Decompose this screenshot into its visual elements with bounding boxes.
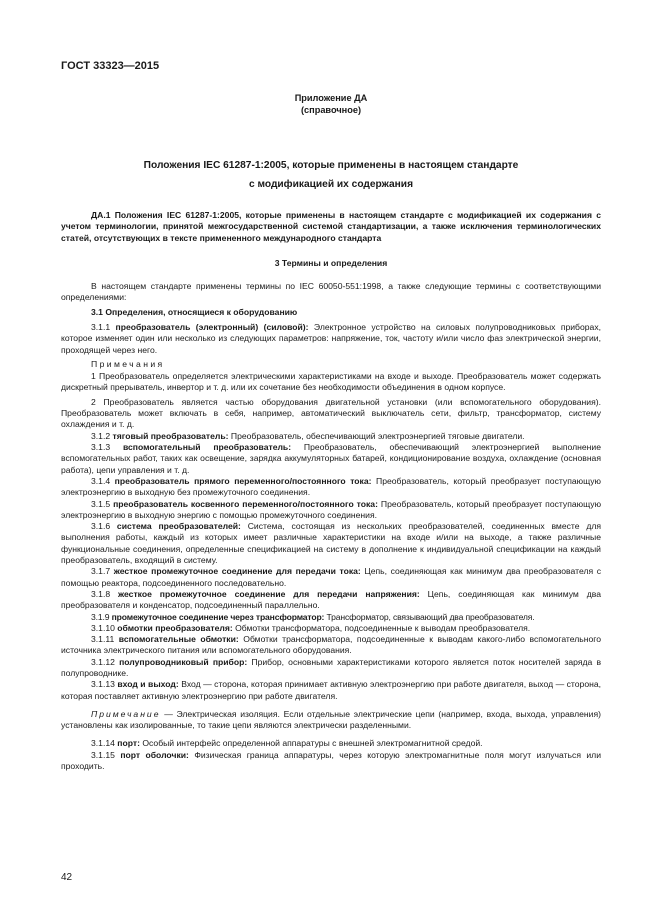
term-definition: Электронное устройство на силовых полупроводниковых приборах, которое изменяет один или несколько из следующих параметров: напряжение, ток, частоту и/или число фаз электрической энергии, проходящей через него. — [61, 322, 602, 355]
clause-da1 — [61, 210, 601, 244]
term-definition: Особый интерфейс определенной аппаратуры с внешней электромагнитной средой. — [142, 738, 483, 749]
note-1: 1 Преобразователь определяется электрическими характеристиками на входе и выходе. Преобразователь может содержать дискретный прерыватель, инвертор и т. д. или их сочетание без необходимости объединения в одном корпусе. — [61, 370, 601, 393]
term-3-1-9 — [61, 612, 601, 623]
term-name: вспомогательный преобразователь: — [122, 442, 292, 453]
term-name: полупроводниковый прибор: — [119, 656, 248, 667]
term-number: 3.1.3 — [91, 442, 111, 453]
term-name: преобразователь прямого переменного/постоянного тока: — [114, 475, 372, 486]
term-definition: Вход — сторона, которая принимает активную электроэнергию при работе двигателя, выход — сторона, которая поставляет активную электроэнергию при работе двигателя. — [61, 679, 602, 701]
section-title-line-2: с модификацией их содержания — [248, 179, 414, 190]
term-number: 3.1.4 — [91, 475, 111, 486]
term-definition: Физическая граница аппаратуры, через которую электромагнитные поля могут излучаться или проходить. — [61, 749, 601, 772]
notes-label: Примечания — [91, 359, 165, 370]
term-number: 3.1.12 — [91, 656, 115, 667]
term-definition: Цепь, соединяющая как минимум два преобразователя и конденсатор, подсоединенный параллельно. — [61, 588, 601, 611]
term-3-1-11 — [61, 634, 601, 657]
term-name: жесткое промежуточное соединение для передачи тока: — [113, 566, 361, 577]
term-3-1-3 — [61, 442, 601, 476]
term-definition: Преобразователь, обеспечивающий электроэнергией выполнение вспомогательных работ, таких как освещение, зарядка аккумуляторных батарей, кондиционирование воздуха, охлаждение (основная работа), цепи управления и т. д. — [61, 442, 602, 475]
term-definition: Преобразователь, который преобразует поступающую электроэнергию в выходную энергию с помощью промежуточного соединения. — [61, 498, 602, 520]
term-number: 3.1.6 — [91, 521, 111, 532]
term-3-1-12 — [61, 657, 601, 680]
section-title — [61, 156, 601, 194]
term-number: 3.1.10 — [91, 622, 115, 633]
term-name: преобразователь (электронный) (силовой): — [115, 322, 309, 333]
term-definition: Система, состоящая из нескольких преобразователей, соединенных вместе для выполнения работы, каждый из которых имеет различные характеристики на входе и/или на выходе, а также различные функциональные соединения, определенные спецификацией на систему в дополнение к индивидуальной спецификации на каждый преобразователь, входящий в систему. — [61, 521, 602, 566]
clause-text: Положения IEC 61287-1:2005, которые применены в настоящем стандарте с модификацией их содержания с учетом терминологии, принятой межгосударственной системой стандартизации, а также исключения терминологических статей, отсутствующих в тексте примененного международного стандарта — [61, 210, 601, 243]
clause-number: ДА.1 — [91, 210, 111, 220]
term-3-1-14 — [61, 738, 601, 749]
term-number: 3.1.2 — [91, 430, 111, 441]
term-definition: Обмотки трансформатора, подсоединенные к выводам преобразователя. — [235, 622, 531, 633]
term-number: 3.1.15 — [91, 749, 115, 760]
term-3-1-2 — [61, 431, 601, 442]
note-text: — Электрическая изоляция. Если отдельные электрические цепи (например, входа, выхода, управления) установлены как изолированные, то такие цепи являются электрически разделенными. — [61, 708, 601, 731]
term-number: 3.1.11 — [91, 634, 115, 645]
term-3-1-8 — [61, 589, 601, 612]
term-name: порт: — [117, 738, 140, 749]
term-number: 3.1.9 — [91, 611, 110, 622]
document-body — [61, 210, 601, 772]
term-name: тяговый преобразователь: — [112, 430, 229, 441]
appendix-heading — [61, 92, 601, 116]
intro-paragraph: В настоящем стандарте применены термины по IEC 60050-551:1998, а также следующие термины с соответствующими определениями: — [61, 281, 601, 303]
term-name: система преобразователей: — [116, 521, 241, 532]
term-name: преобразователь косвенного переменного/постоянного тока: — [113, 498, 378, 509]
appendix-subtitle: (справочное) — [300, 105, 361, 115]
term-3-1-10 — [61, 623, 601, 634]
term-definition: Цепь, соединяющая как минимум два преобразователя с помощью реактора, подсоединенного последовательно. — [61, 566, 602, 588]
term-number: 3.1.5 — [91, 498, 111, 509]
term-definition: Преобразователь, обеспечивающий электроэнергией тяговые двигатели. — [230, 430, 525, 441]
term-name: жесткое промежуточное соединение для передачи напряжения: — [118, 588, 420, 599]
term-name: порт оболочки: — [120, 749, 189, 760]
term-name: промежуточное соединение через трансформатор: — [111, 611, 325, 622]
subsection-3-1-title: 3.1 Определения, относящиеся к оборудованию — [91, 307, 298, 318]
term-name: вход и выход: — [117, 679, 179, 690]
note-electrical-isolation — [61, 709, 601, 732]
term-3-1-7 — [61, 566, 601, 589]
term-3-1-4 — [61, 476, 601, 499]
term-number: 3.1.14 — [91, 738, 115, 749]
section-3-title: 3 Термины и определения — [274, 257, 388, 268]
term-3-1-15 — [61, 750, 601, 773]
term-definition: Преобразователь, который преобразует поступающую электроэнергию в выходную без промежуточного соединения. — [61, 475, 601, 498]
term-name: вспомогательные обмотки: — [118, 634, 239, 645]
term-3-1-1 — [61, 322, 601, 356]
term-3-1-13 — [61, 679, 601, 702]
page-number: 42 — [61, 872, 73, 883]
note-label: Примечание — [91, 708, 161, 719]
note-2: 2 Преобразователь является частью оборудования двигательной установки (или вспомогательного оборудования). Преобразователь может включать в себя, например, автоматический выключатель сети, фильтр, трансформатор, систему охлаждения и т. д. — [61, 396, 601, 430]
term-name: обмотки преобразователя: — [117, 622, 233, 633]
appendix-title: Приложение ДА — [294, 93, 368, 103]
term-3-1-5 — [61, 499, 601, 522]
section-title-line-1: Положения IEC 61287-1:2005, которые применены в настоящем стандарте — [143, 160, 519, 171]
term-number: 3.1.8 — [91, 588, 111, 599]
term-number: 3.1.1 — [91, 322, 111, 333]
term-definition: Трансформатор, связывающий два преобразователя. — [326, 611, 535, 622]
term-number: 3.1.13 — [91, 679, 115, 690]
document-header: ГОСТ 33323—2015 — [61, 60, 160, 72]
term-definition: Обмотки трансформатора, подсоединенные к выводам какого-либо вспомогательного источника электрического питания или вспомогательного оборудования. — [61, 634, 602, 656]
term-definition: Прибор, основными характеристиками которого является поток носителей заряда в полупроводнике. — [61, 656, 602, 678]
term-number: 3.1.7 — [91, 566, 111, 577]
term-3-1-6 — [61, 521, 601, 566]
